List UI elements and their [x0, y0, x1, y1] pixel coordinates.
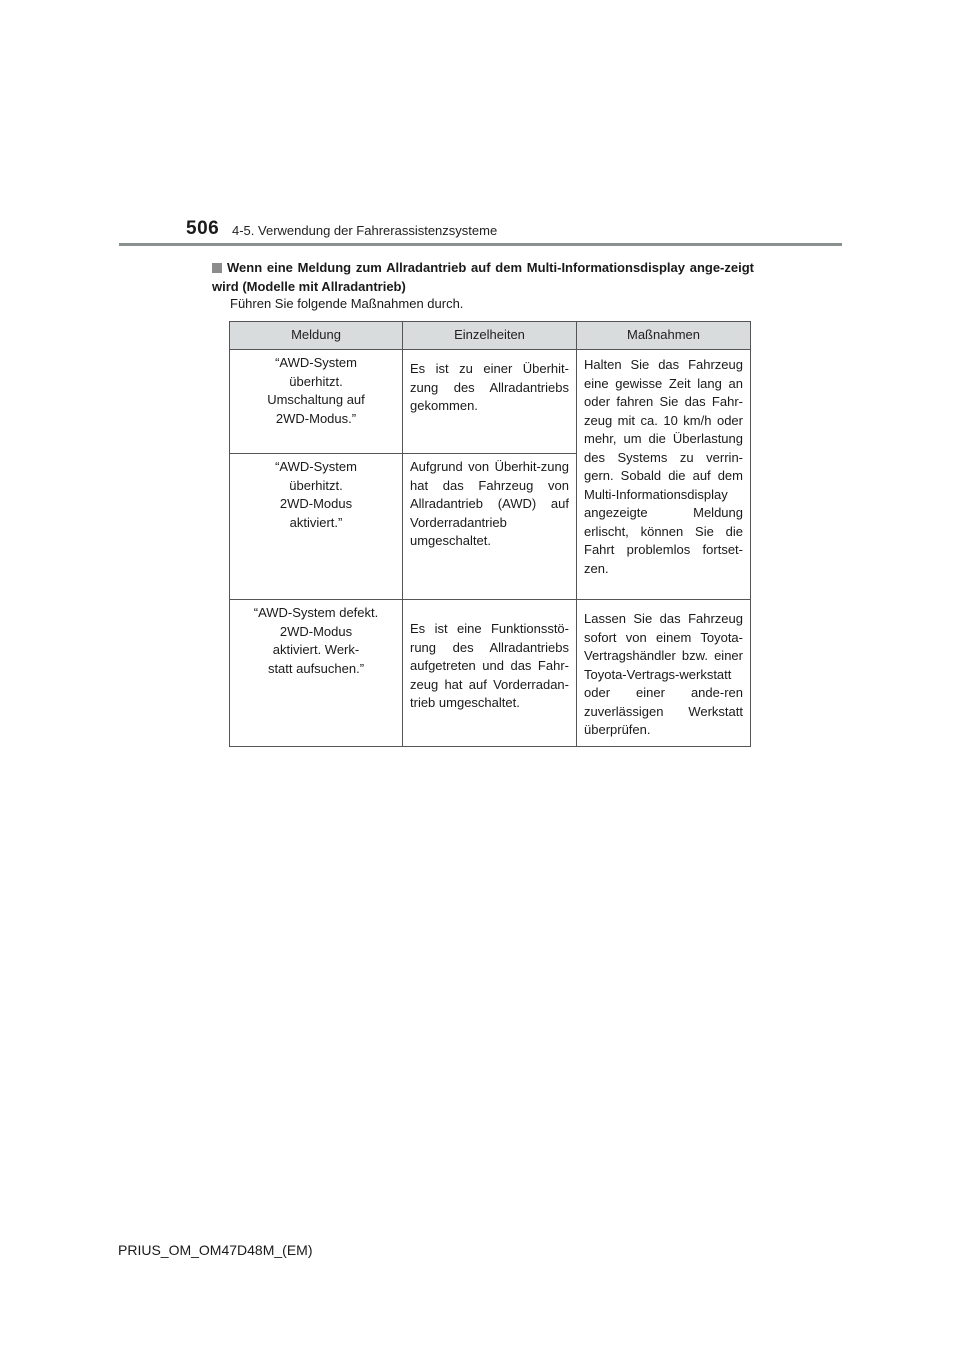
details-cell: Es ist zu einer Überhit-zung des Allradantriebs gekommen.	[403, 350, 577, 454]
message-line: “AWD-System defekt.	[253, 605, 379, 620]
awd-message-table	[229, 321, 751, 747]
details-cell: Es ist eine Funktionsstö-rung des Allradantriebs aufgetreten und das Fahr-zeug hat auf Vorderradan-trieb umgeschaltet.	[403, 600, 577, 747]
message-line: “AWD-System	[275, 459, 357, 474]
header-divider	[119, 243, 842, 246]
column-header-meldung: Meldung	[230, 322, 403, 350]
message-line: 2WD-Modus	[279, 496, 353, 511]
shared-action-cell: Halten Sie das Fahrzeug eine gewisse Zeit lang an oder fahren Sie das Fahr-zeug mit ca. 10 km/h oder mehr, um die Überlastung des Systems zu verrin-gern. Sobald die auf dem Multi-Informationsdisplay angezeigte Meldung erlischt, können Sie die Fahrt problemlos fortset-zen.	[577, 350, 751, 600]
action-cell: Lassen Sie das Fahrzeug sofort von einem Toyota-Vertragshändler bzw. einer Toyota-Vertrags-werkstatt oder einer ande-ren zuverlässigen Werkstatt überprüfen.	[577, 600, 751, 747]
column-header-einzelheiten: Einzelheiten	[403, 322, 577, 350]
heading-text: Wenn eine Meldung zum Allradantrieb auf dem Multi-Informationsdisplay ange-zeigt wird (Modelle mit Allradantrieb)	[212, 260, 754, 294]
table-header-row	[230, 322, 751, 350]
message-line: aktiviert. Werk-	[272, 642, 360, 657]
column-header-massnahmen: Maßnahmen	[577, 322, 751, 350]
section-heading	[212, 258, 754, 296]
message-line: Umschaltung auf	[267, 392, 365, 407]
document-code-footer: PRIUS_OM_OM47D48M_(EM)	[118, 1242, 313, 1258]
message-cell	[230, 454, 403, 600]
message-cell	[230, 600, 403, 747]
details-cell: Aufgrund von Überhit-zung hat das Fahrzeug von Allradantrieb (AWD) auf Vorderradantrieb umgeschaltet.	[403, 454, 577, 600]
message-line: “AWD-System	[275, 355, 357, 370]
section-title: 4-5. Verwendung der Fahrerassistenzsysteme	[232, 223, 498, 238]
page-number: 506	[186, 218, 220, 239]
message-line: 2WD-Modus	[279, 623, 353, 639]
message-line: aktiviert.”	[289, 514, 343, 530]
message-line: überhitzt.	[289, 373, 343, 389]
message-line: statt aufsuchen.”	[267, 660, 365, 676]
table-row	[230, 600, 751, 747]
square-bullet-icon	[212, 263, 222, 273]
intro-text: Führen Sie folgende Maßnahmen durch.	[230, 296, 464, 311]
message-line: überhitzt.	[289, 477, 343, 493]
message-line: 2WD-Modus.”	[275, 410, 357, 426]
table-row	[230, 350, 751, 454]
message-cell	[230, 350, 403, 454]
